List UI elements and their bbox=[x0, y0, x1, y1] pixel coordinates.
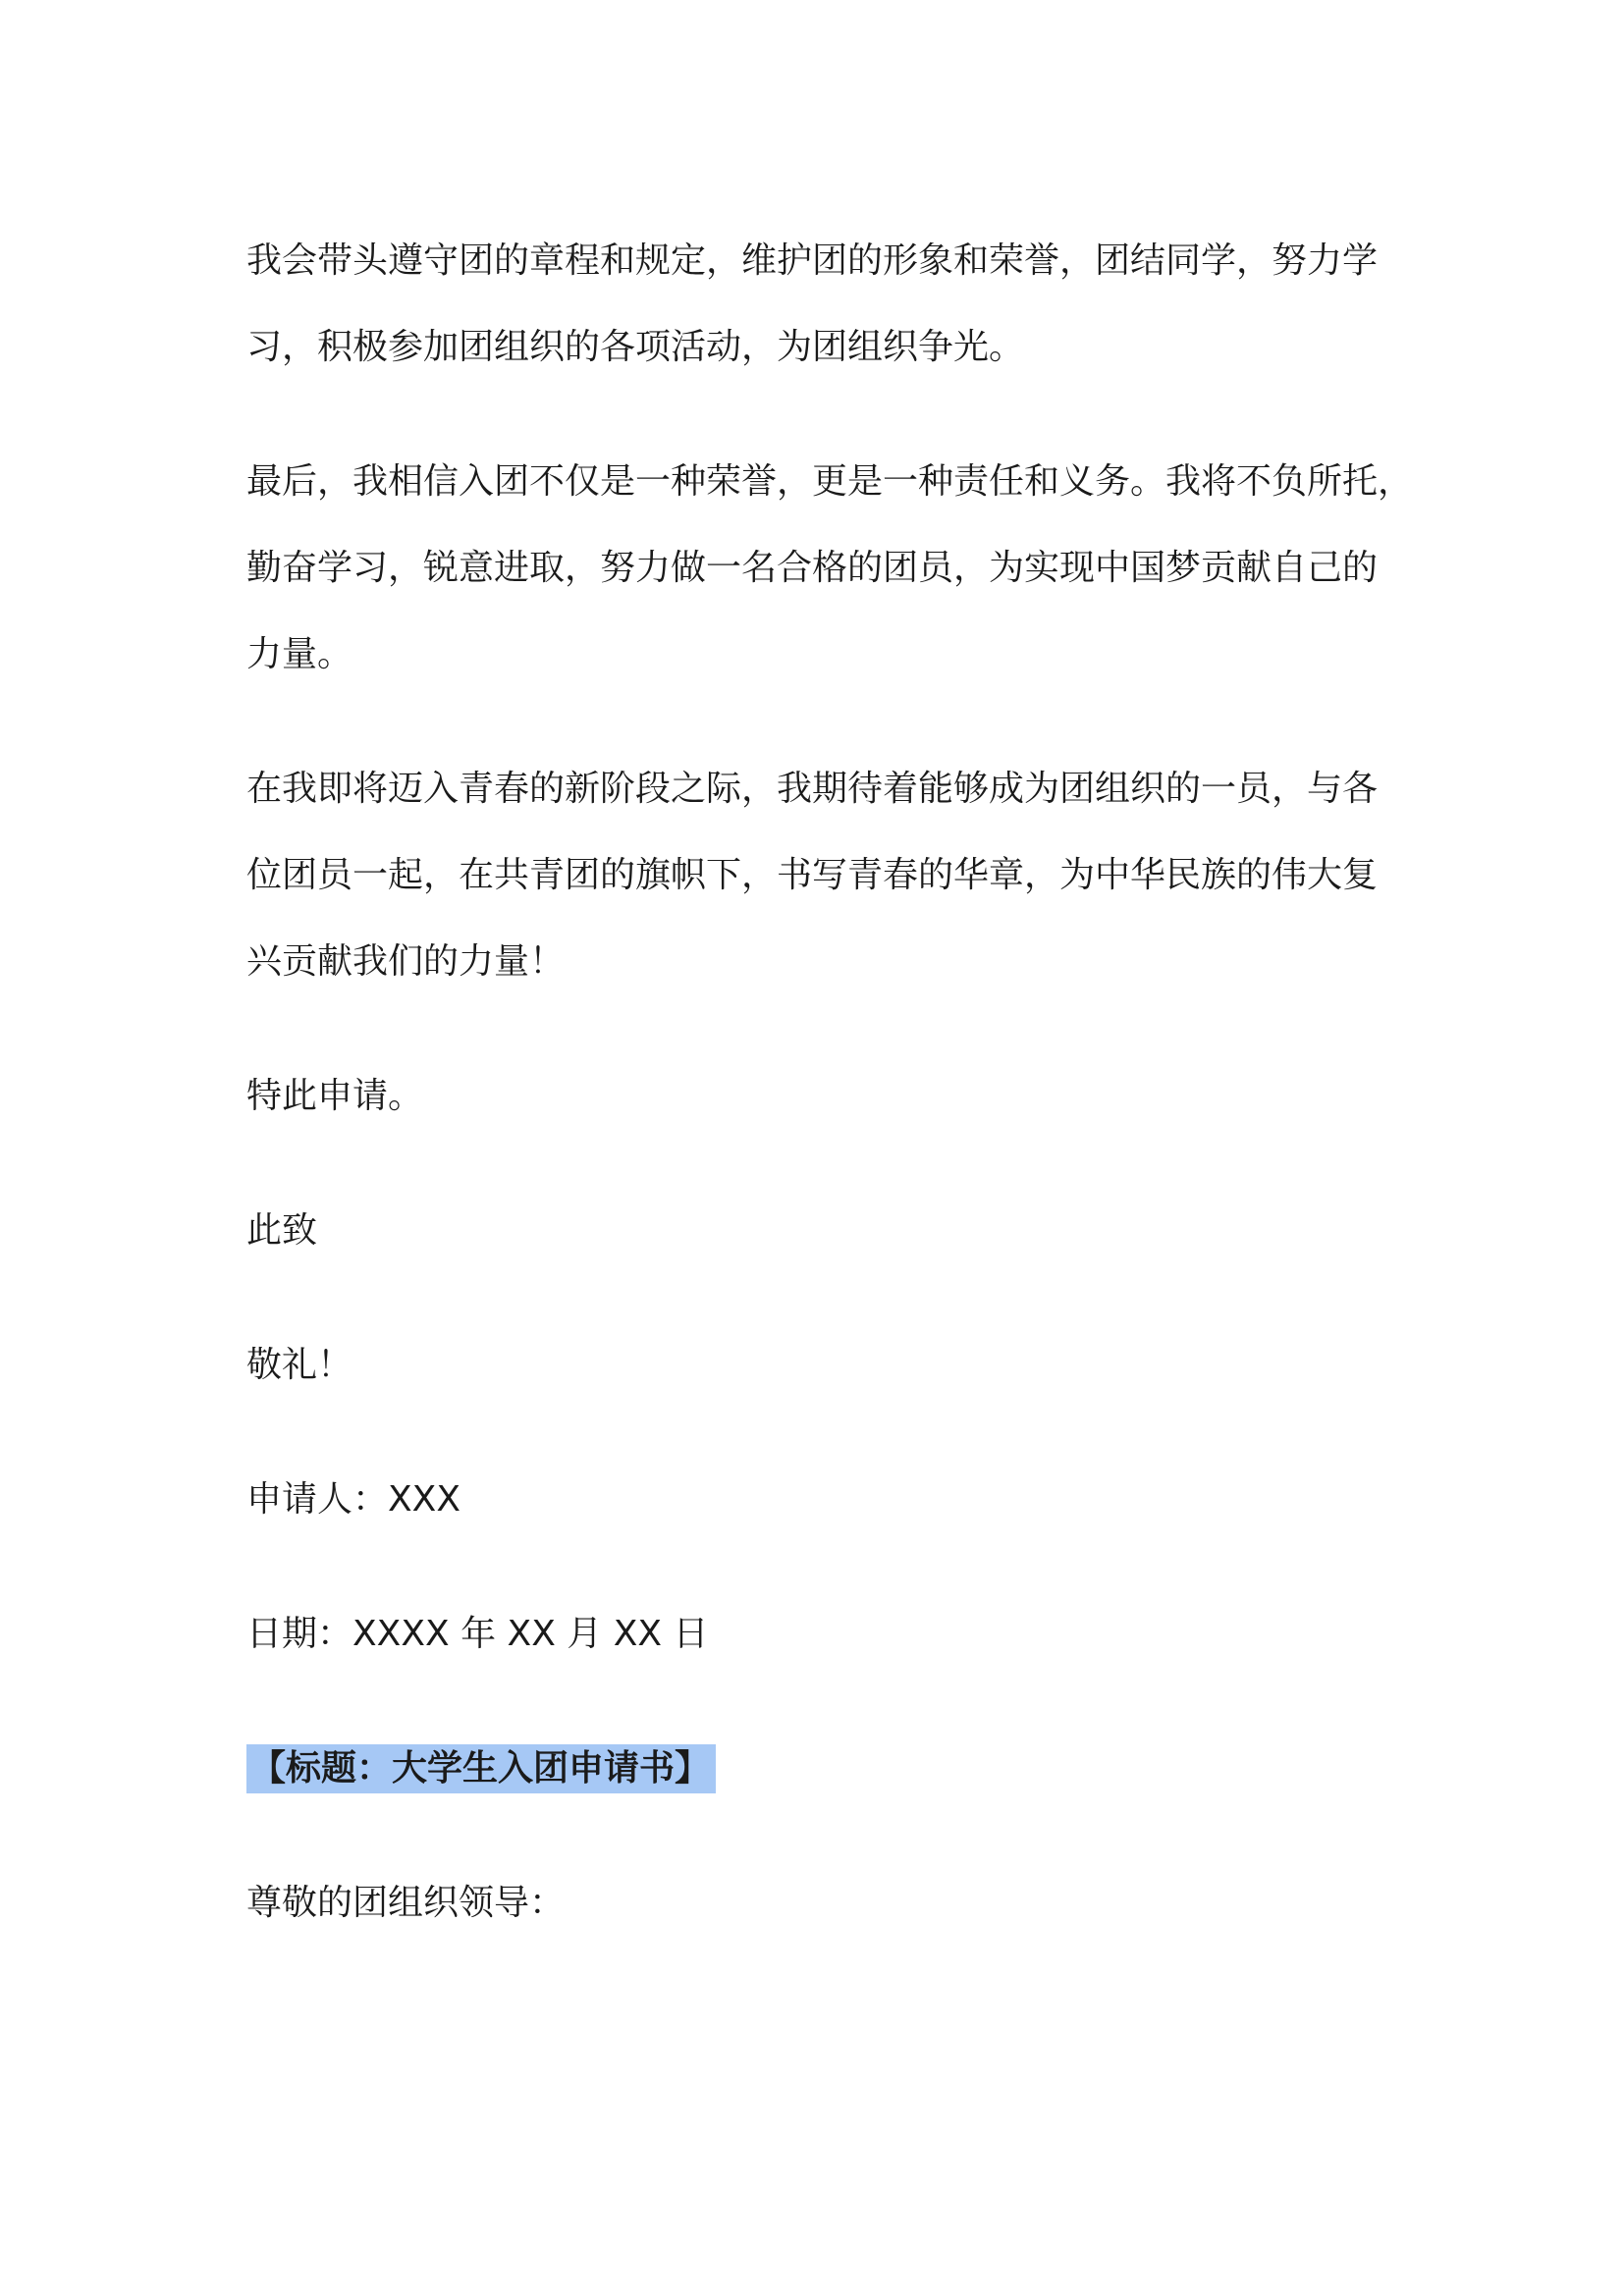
greeting-line: 尊敬的团组织领导： bbox=[246, 1883, 566, 1923]
paragraph-line: 勤奋学习，锐意进取，努力做一名合格的团员，为实现中国梦贡献自己的 bbox=[246, 548, 1379, 588]
paragraph-line: 习，积极参加团组织的各项活动，为团组织争光。 bbox=[246, 327, 1025, 367]
applicant-line: 申请人：XXX bbox=[246, 1479, 460, 1520]
paragraph-line: 力量。 bbox=[246, 634, 353, 674]
paragraph-line: 在我即将迈入青春的新阶段之际，我期待着能够成为团组织的一员，与各 bbox=[246, 769, 1379, 809]
paragraph-aspiration bbox=[246, 746, 1405, 1005]
paragraph-commitment bbox=[246, 218, 1405, 391]
closing-line: 特此申请。 bbox=[246, 1076, 424, 1116]
next-section-title bbox=[246, 1726, 1405, 1812]
paragraph-line: 兴贡献我们的力量！ bbox=[246, 941, 566, 982]
salutation-line: 此致 bbox=[246, 1210, 318, 1251]
regards-line: 敬礼！ bbox=[246, 1345, 353, 1385]
paragraph-line: 位团员一起，在共青团的旗帜下，书写青春的华章，为中华民族的伟大复 bbox=[246, 855, 1379, 895]
document-body bbox=[246, 218, 1414, 1995]
highlighted-title: 【标题：大学生入团申请书】 bbox=[246, 1744, 716, 1793]
paragraph-line: 最后，我相信入团不仅是一种荣誉，更是一种责任和义务。我将不负所托， bbox=[246, 461, 1414, 502]
paragraph-responsibility bbox=[246, 439, 1414, 698]
paragraph-line: 我会带头遵守团的章程和规定，维护团的形象和荣誉，团结同学，努力学 bbox=[246, 240, 1379, 281]
date-line: 日期：XXXX 年 XX 月 XX 日 bbox=[246, 1614, 709, 1654]
